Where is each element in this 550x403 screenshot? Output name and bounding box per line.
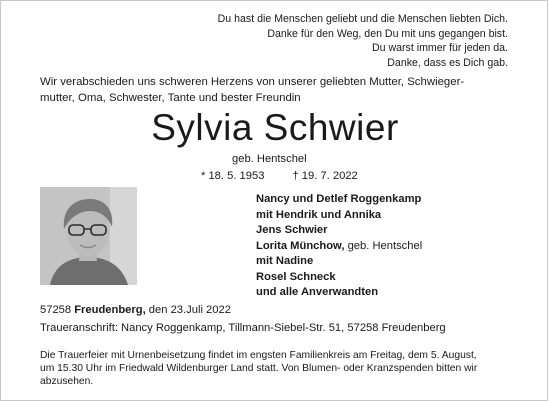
- family-line: Nancy und Detlef Roggenkamp: [256, 193, 422, 205]
- notice-date: den 23.Juli 2022: [145, 304, 231, 316]
- family-line: und alle Anverwandten: [256, 286, 379, 298]
- zip-code: 57258: [40, 304, 75, 316]
- family-line: [256, 239, 422, 255]
- portrait-image: [40, 187, 137, 285]
- funeral-notice: [40, 349, 518, 389]
- mourning-address: Traueranschrift: Nancy Roggenkamp, Tillmann-Siebel-Str. 51, 57258 Freudenberg: [40, 322, 446, 334]
- poem-line: Du warst immer für jeden da.: [371, 42, 508, 54]
- city: Freudenberg,: [74, 304, 146, 316]
- family-line-name: Lorita Münchow,: [256, 239, 345, 252]
- poem: [218, 12, 508, 70]
- poem-line: Danke für den Weg, den Du mit uns gegangen bist.: [267, 27, 508, 40]
- notice-line: abzusehen.: [40, 376, 94, 388]
- family-line-extra: geb. Hentschel: [344, 239, 423, 252]
- born-name: geb. Hentschel: [232, 153, 307, 165]
- place-date: [40, 304, 231, 316]
- birth-date: * 18. 5. 1953: [201, 170, 265, 182]
- life-dates: [201, 170, 358, 182]
- family-line: mit Nadine: [256, 255, 314, 267]
- intro-line: Wir verabschieden uns schweren Herzens von unserer geliebten Mutter, Schwieger-: [40, 76, 465, 88]
- death-date: † 19. 7. 2022: [292, 170, 358, 182]
- notice-line: Die Trauerfeier mit Urnenbeisetzung findet im engsten Familienkreis am Freitag, dem 5. August,: [40, 350, 477, 361]
- notice-line: um 15.30 Uhr im Friedwald Wildenburger Land statt. Von Blumen- oder Kranzspenden bitten wir: [40, 363, 478, 375]
- poem-line: Du hast die Menschen geliebt und die Menschen liebten Dich.: [217, 13, 508, 25]
- portrait-photo: [40, 187, 137, 285]
- intro-text: [40, 74, 516, 106]
- family-list: [256, 192, 422, 301]
- deceased-name: Sylvia Schwier: [151, 107, 399, 148]
- family-line: mit Hendrik und Annika: [256, 208, 382, 221]
- intro-line: mutter, Oma, Schwester, Tante und bester Freundin: [40, 92, 301, 104]
- poem-line: Danke, dass es Dich gab.: [387, 56, 508, 69]
- family-line: Jens Schwier: [256, 224, 328, 236]
- family-line: Rosel Schneck: [256, 270, 336, 283]
